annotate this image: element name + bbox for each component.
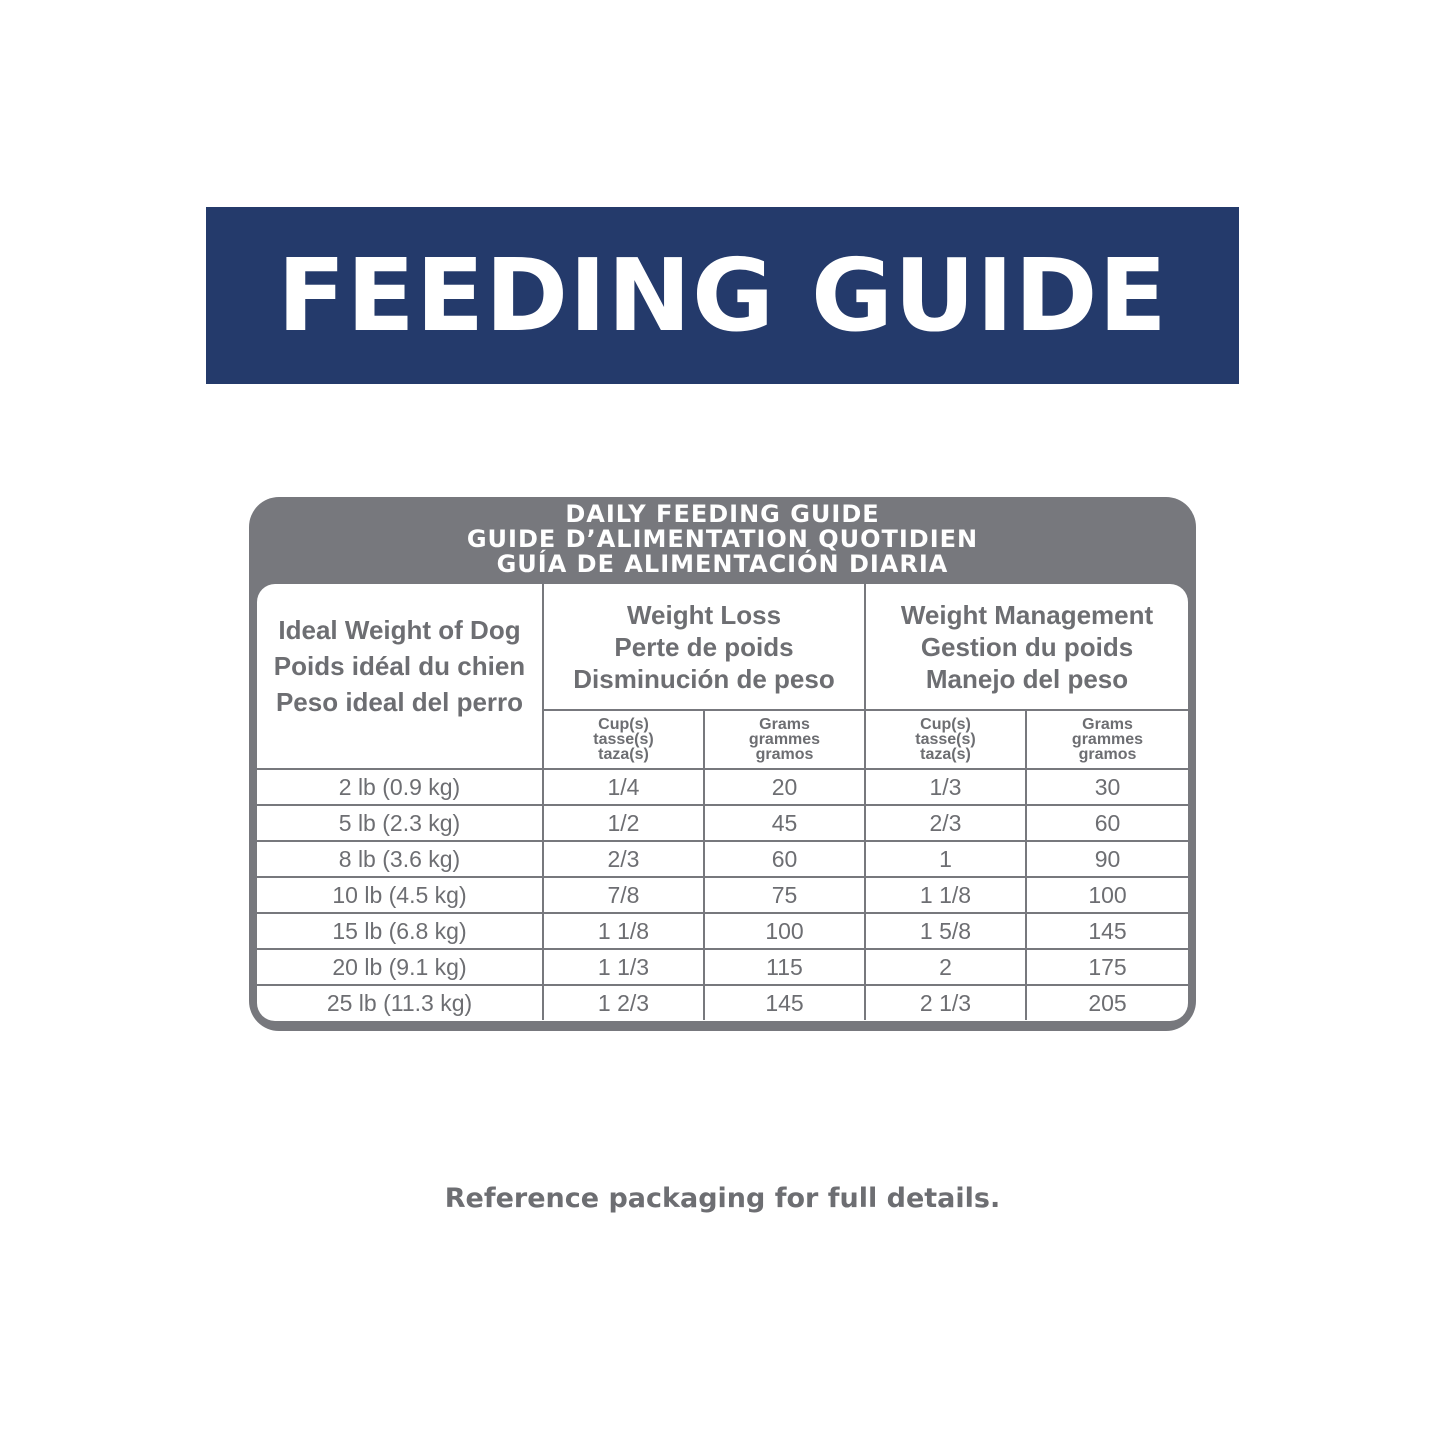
weight-cell: 15 lb (6.8 kg) — [257, 913, 543, 949]
card-title-fr: GUIDE D’ALIMENTATION QUOTIDIEN — [466, 525, 979, 553]
feeding-table-panel — [257, 584, 1188, 1021]
reference-note: Reference packaging for full details. — [444, 1183, 1001, 1214]
loss-cups-cell: 7/8 — [543, 877, 704, 913]
loss-grams-cell: 75 — [704, 877, 865, 913]
loss-cups-cell: 1/2 — [543, 805, 704, 841]
weight-loss-header: Weight Loss Perte de poids Disminución de peso — [543, 584, 865, 710]
mgmt-grams-cell: 205 — [1026, 985, 1188, 1020]
mgmt-grams-cell: 100 — [1026, 877, 1188, 913]
mgmt-cups-cell: 1 5/8 — [865, 913, 1026, 949]
loss-grams-cell: 115 — [704, 949, 865, 985]
mgmt-cups-header: Cup(s) tasse(s) taza(s) — [865, 710, 1026, 769]
loss-cups-cell: 2/3 — [543, 841, 704, 877]
mgmt-grams-cell: 175 — [1026, 949, 1188, 985]
mgmt-cups-cell: 1 — [865, 841, 1026, 877]
card-title-en: DAILY FEEDING GUIDE — [565, 500, 880, 528]
table-row — [257, 949, 1188, 985]
loss-cups-cell: 1 1/3 — [543, 949, 704, 985]
mgmt-cups-cell: 2 1/3 — [865, 985, 1026, 1020]
mgmt-grams-cell: 90 — [1026, 841, 1188, 877]
weight-cell: 10 lb (4.5 kg) — [257, 877, 543, 913]
mgmt-cups-cell: 2/3 — [865, 805, 1026, 841]
table-row — [257, 805, 1188, 841]
table-row — [257, 841, 1188, 877]
feeding-table — [257, 584, 1188, 1020]
loss-grams-cell: 60 — [704, 841, 865, 877]
loss-grams-cell: 145 — [704, 985, 865, 1020]
mgmt-grams-cell: 60 — [1026, 805, 1188, 841]
table-row — [257, 985, 1188, 1020]
mgmt-cups-cell: 2 — [865, 949, 1026, 985]
weight-management-header: Weight Management Gestion du poids Manejo del peso — [865, 584, 1188, 710]
card-title-es: GUÍA DE ALIMENTACIÓN DIARIA — [496, 550, 949, 578]
loss-grams-header: Grams grammes gramos — [704, 710, 865, 769]
banner-title: FEEDING GUIDE — [277, 236, 1168, 354]
mgmt-cups-cell: 1/3 — [865, 769, 1026, 805]
weight-cell: 5 lb (2.3 kg) — [257, 805, 543, 841]
mgmt-grams-cell: 145 — [1026, 913, 1188, 949]
mgmt-grams-cell: 30 — [1026, 769, 1188, 805]
card-title — [249, 502, 1196, 577]
weight-cell: 2 lb (0.9 kg) — [257, 769, 543, 805]
loss-cups-cell: 1 2/3 — [543, 985, 704, 1020]
weight-cell: 8 lb (3.6 kg) — [257, 841, 543, 877]
weight-cell: 20 lb (9.1 kg) — [257, 949, 543, 985]
loss-grams-cell: 20 — [704, 769, 865, 805]
loss-cups-cell: 1/4 — [543, 769, 704, 805]
weight-cell: 25 lb (11.3 kg) — [257, 985, 543, 1020]
feeding-guide-banner — [206, 207, 1239, 384]
table-row — [257, 769, 1188, 805]
loss-grams-cell: 100 — [704, 913, 865, 949]
loss-cups-header: Cup(s) tasse(s) taza(s) — [543, 710, 704, 769]
table-row — [257, 913, 1188, 949]
daily-feeding-guide-card — [249, 497, 1196, 1031]
loss-cups-cell: 1 1/8 — [543, 913, 704, 949]
weight-column-header: Ideal Weight of Dog Poids idéal du chien Peso ideal del perro — [257, 584, 543, 769]
mgmt-cups-cell: 1 1/8 — [865, 877, 1026, 913]
mgmt-grams-header: Grams grammes gramos — [1026, 710, 1188, 769]
table-row — [257, 877, 1188, 913]
loss-grams-cell: 45 — [704, 805, 865, 841]
